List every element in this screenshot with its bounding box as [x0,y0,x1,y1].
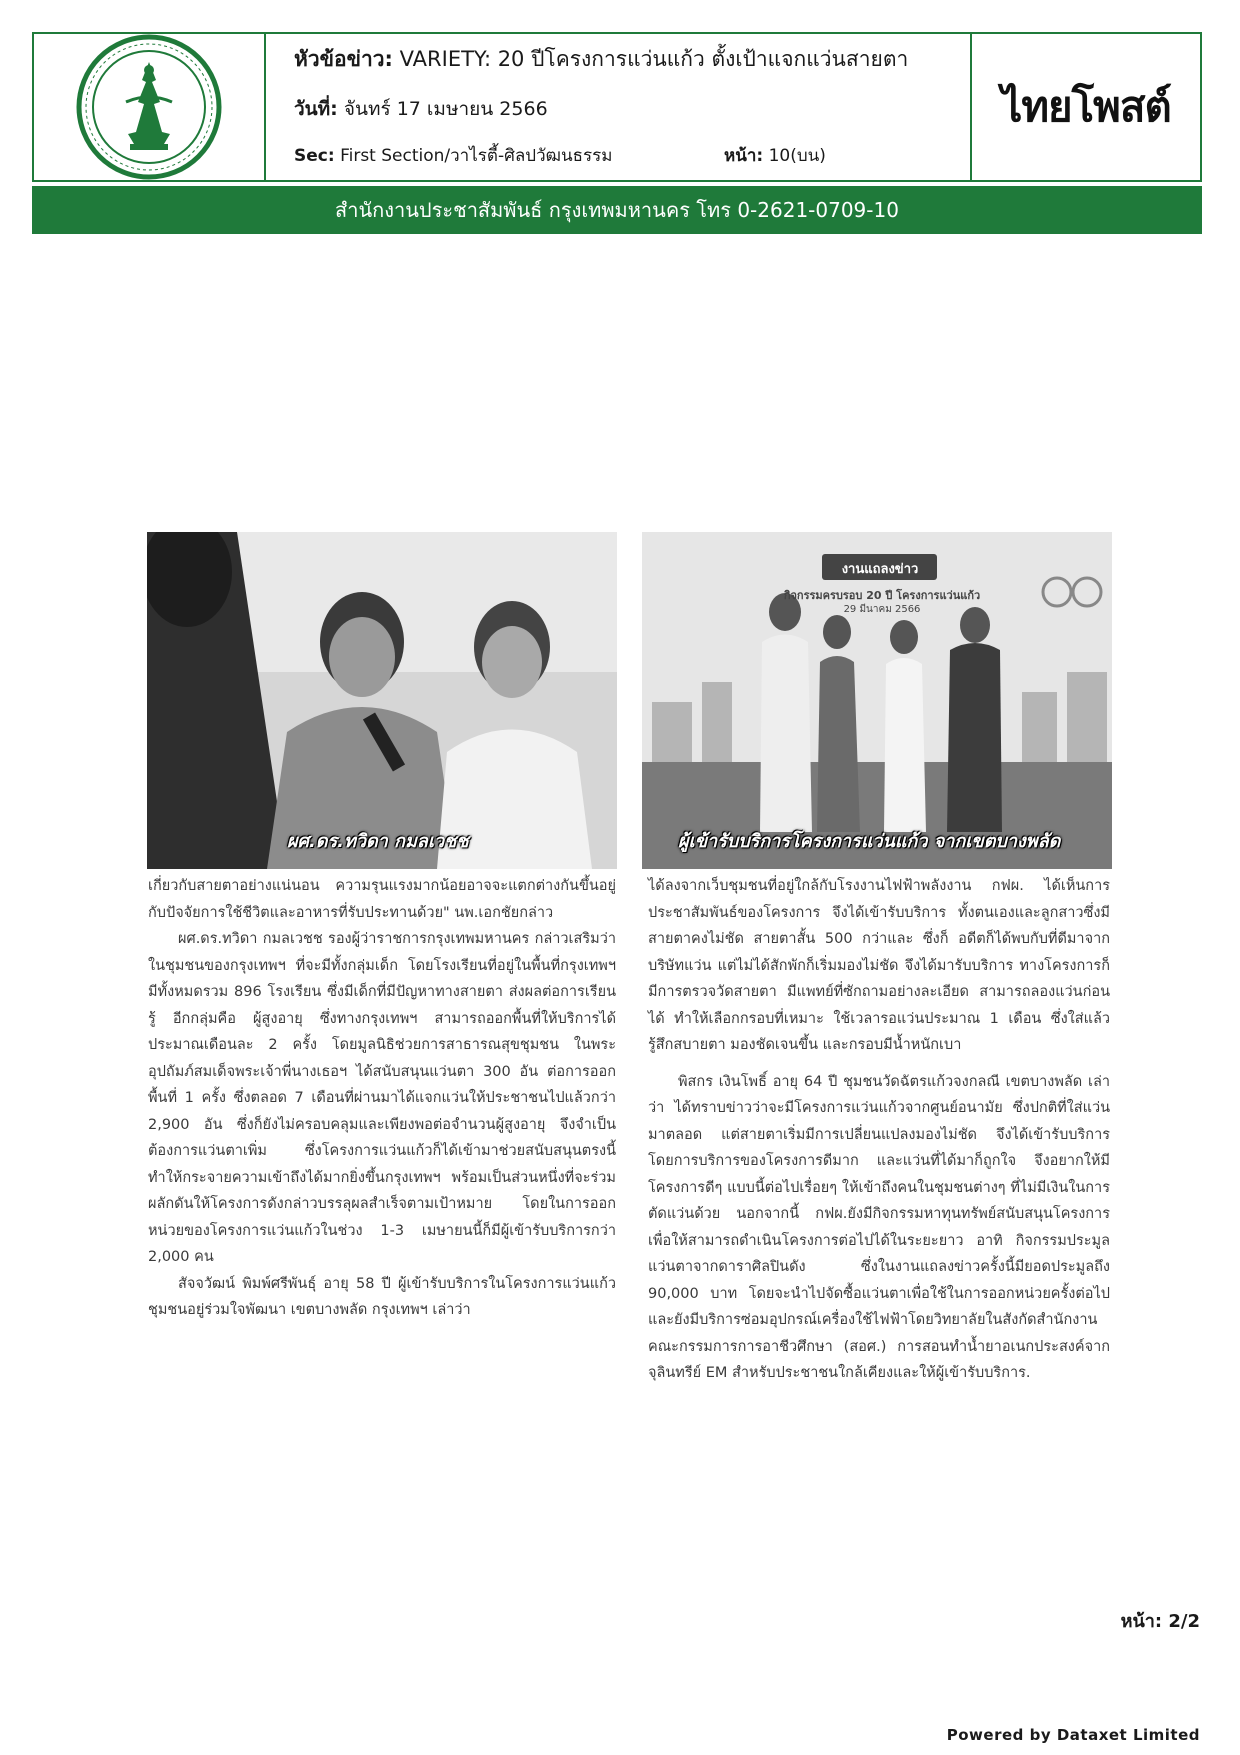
contact-banner: สำนักงานประชาสัมพันธ์ กรุงเทพมหานคร โทร 0-2621-0709-10 [32,186,1202,234]
publication-logo: ไทยโพสต์ [1001,82,1171,131]
bma-seal-icon [74,32,224,182]
section-label: Sec: [294,146,335,166]
photo-participants-caption: ผู้เข้ารับบริการโครงการแว่นแก้ว จากเขตบางพลัด [678,831,1061,852]
page-info [724,142,826,169]
photo-speaker-caption: ผศ.ดร.ทวิดา กมลเวชช [287,831,469,852]
date-label: วันที่: [294,98,338,120]
participants-photo-image [642,532,1112,869]
headline-label: หัวข้อข่าว: [294,47,393,71]
press-board-subtitle: กิจกรรมครบรอบ 20 ปี โครงการแว่นแก้ว [783,589,981,602]
headline-text: VARIETY: 20 ปีโครงการแว่นแก้ว ตั้งเป้าแจกแว่นสายตา [399,47,909,71]
date-row [294,94,548,124]
page-number-value: 2/2 [1168,1611,1200,1632]
section-value: First Section/วาไรตี้-ศิลปวัฒนธรรม [340,146,613,166]
page-value: 10(บน) [768,146,826,166]
photo-participants [642,532,1112,869]
speaker-photo-image [147,532,617,869]
article-column-2 [648,873,1110,1387]
date-value: จันทร์ 17 เมษายน 2566 [343,98,548,120]
headline-info [266,34,972,180]
section-row [294,142,934,169]
powered-by-footer: Powered by Dataxet Limited [946,1726,1200,1744]
clipping-header [32,32,1202,182]
press-board-date: 29 มีนาคม 2566 [843,604,921,615]
col2-paragraph-2: พิสกร เงินโพธิ์ อายุ 64 ปี ชุมชนวัดฉัตรแก้วจงกลณี เขตบางพลัด เล่าว่า ได้ทราบข่าวว่าจะมีโครงการแว่นแก้วจากศูนย์อนามัย ซึ่งปกติที่ใส่แว่นมาตลอด แต่สายตาเริ่มมีการเปลี่ยนแปลงมองไม่ชัด จึงได้เข้ารับบริการ โดยการบริการของโครงการดีมาก และแว่นที่ได้มาก็ถูกใจ จึงอยากให้มีโครงการดีๆ แบบนี้ต่อไปเรื่อยๆ ให้เข้าถึงคนในชุมชนต่างๆ ที่ไม่มีเงินในการตัดแว่นด้วย นอกจากนี้ กฟผ.ยังมีกิจกรรมหาทุนทรัพย์สนับสนุนโครงการ เพื่อให้สามารถดำเนินโครงการต่อไปได้ในระยะยาว อาทิ กิจกรรมประมูลแว่นตาจากดาราศิลปินดัง ซึ่งในงานแถลงข่าวครั้งนี้มียอดประมูลถึง 90,000 บาท โดยจะนำไปจัดซื้อแว่นตาเพื่อใช้ในการออกหน่วยครั้งต่อไป และยังมีบริการซ่อมอุปกรณ์เครื่องใช้ไฟฟ้าโดยวิทยาลัยในสังกัดสำนักงานคณะกรรมการการอาชีวศึกษา (สอศ.) การสอนทำน้ำยาอเนกประสงค์จากจุลินทรีย์ EM สำหรับประชาชนใกล้เคียงและให้ผู้เข้ารับบริการ. [648,1073,1110,1381]
col1-paragraph-1: เกี่ยวกับสายตาอย่างแน่นอน ความรุนแรงมากน้อยอาจจะแตกต่างกันขึ้นอยู่กับปัจจัยการใช้ชีวิตและอาหารที่รับประทานด้วย" นพ.เอกชัยกล่าว [148,878,616,921]
page-label: หน้า: [724,146,764,166]
publication-cell [972,34,1200,180]
photo-speaker [147,532,617,869]
col1-paragraph-2: ผศ.ดร.ทวิดา กมลเวชช รองผู้ว่าราชการกรุงเทพมหานคร กล่าวเสริมว่า ในชุมชนของกรุงเทพฯ ที่จะมีทั้งกลุ่มเด็ก โดยโรงเรียนที่อยู่ในพื้นที่กรุงเทพฯ มีทั้งหมดรวม 896 โรงเรียน ซึ่งมีเด็กที่มีปัญหาทางสายตา ส่งผลต่อการเรียนรู้ อีกกลุ่มคือ ผู้สูงอายุ ซึ่งทางกรุงเทพฯ สามารถออกพื้นที่ให้บริการได้ประมาณเดือนละ 2 ครั้ง โดยมูลนิธิช่วยการสาธารณสุขชุมชน ในพระอุปถัมภ์สมเด็จพระเจ้าพี่นางเธอฯ ได้สนับสนุนแว่นตา 300 อัน ต่อการออกพื้นที่ 1 ครั้ง ซึ่งตลอด 7 เดือนที่ผ่านมาได้แจกแว่นให้ประชาชนไปแล้วกว่า 2,900 อัน ซึ่งก็ยังไม่ครอบคลุมและเพียงพอต่อจำนวนผู้สูงอายุ จึงจำเป็นต้องการแว่นตาเพิ่ม ซึ่งโครงการแว่นแก้วก็ได้เข้ามาช่วยสนับสนุนตรงนี้ ทำให้กระจายความเข้าถึงได้มากยิ่งขึ้นกรุงเทพฯ พร้อมเป็นส่วนหนึ่งที่จะร่วมผลักดันให้โครงการดังกล่าวบรรลุผลสำเร็จตามเป้าหมาย โดยในการออกหน่วยของโครงการแว่นแก้วในช่วง 1-3 เมษายนนี้ก็มีผู้เข้ารับบริการกว่า 2,000 คน [148,931,616,1265]
bma-logo-cell [34,34,266,180]
press-board-title: งานแถลงข่าว [841,562,919,577]
headline-row [294,48,970,71]
col1-paragraph-3: สัจจวัฒน์ พิมพ์ศรีพันธุ์ อายุ 58 ปี ผู้เข้ารับบริการในโครงการแว่นแก้ว ชุมชนอยู่ร่วมใจพัฒนา เขตบางพลัด กรุงเทพฯ เล่าว่า [148,1275,616,1318]
col2-paragraph-1: ได้ลงจากเว็บชุมชนที่อยู่ใกล้กับโรงงานไฟฟ้าพลังงาน กฟผ. ได้เห็นการประชาสัมพันธ์ของโครงการ จึงได้เข้ารับบริการ ทั้งตนเองและลูกสาวซึ่งมีสายตาคงไม่ชัด สายตาสั้น 500 กว่าและ ซึ่งก็ อดีตก็ได้พบกับที่ดีมาจากบริษัทแว่น แต่ไม่ได้สักพักก็เริ่มมองไม่ชัด จึงได้มารับบริการ ทางโครงการก็มีการตรวจวัดสายตา มีแพทย์ที่ซักถามอย่างละเอียด สามารถลองแว่นก่อนได้ ทำให้เลือกกรอบที่เหมาะ ใช้เวลารอแว่นประมาณ 1 เดือน ซึ่งใส่แล้วรู้สึกสบายตา มองชัดเจนขึ้น และกรอบมีน้ำหนักเบา [648,878,1110,1053]
article-column-1 [148,873,616,1324]
page-number [1121,1606,1200,1635]
page-number-label: หน้า: [1120,1611,1163,1632]
